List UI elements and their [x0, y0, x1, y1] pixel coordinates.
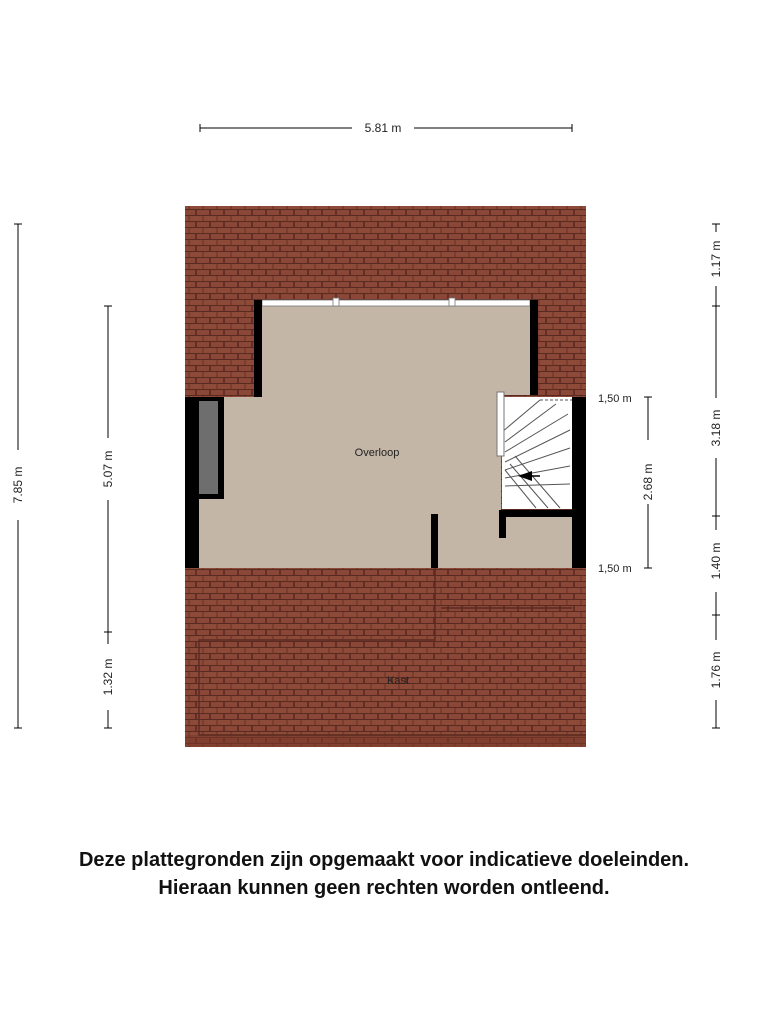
dim-stair-mid-label: 2.68 m — [641, 463, 655, 501]
dim-stair-bottom-label: 1,50 m — [598, 563, 632, 575]
dim-right-2-label: 3.18 m — [709, 409, 723, 447]
dim-left-total-label: 7.85 m — [11, 466, 25, 504]
disclaimer-line-2: Hieraan kunnen geen rechten worden ontleend. — [158, 877, 610, 899]
disclaimer-line-1: Deze plattegronden zijn opgemaakt voor indicatieve doeleinden. — [78, 849, 690, 871]
dim-stair-top-label: 1,50 m — [598, 393, 632, 405]
dim-right-1-label: 1.17 m — [709, 240, 723, 278]
dim-left-upper-label: 5.07 m — [101, 450, 115, 488]
dim-left-lower-label: 1.32 m — [101, 658, 115, 696]
dim-top-label: 5.81 m — [364, 121, 402, 135]
left-closet — [199, 401, 218, 494]
dim-right-4-label: 1.76 m — [709, 651, 723, 689]
dim-right-3-label: 1.40 m — [709, 542, 723, 580]
room-label-landing: Overloop — [354, 447, 400, 459]
room-label-closet: Kast — [386, 675, 410, 687]
closet-roof-edge — [185, 735, 586, 747]
stair-railing — [497, 392, 504, 456]
staircase — [502, 397, 572, 509]
